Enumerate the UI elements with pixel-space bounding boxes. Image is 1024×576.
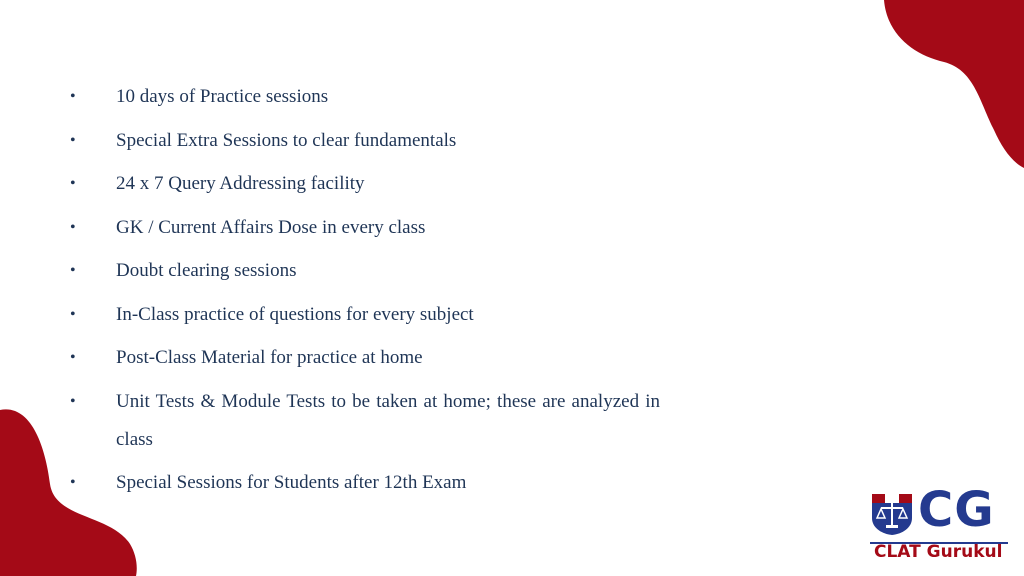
bullet-icon: • (70, 88, 76, 105)
bullet-icon: • (70, 305, 76, 323)
bullet-icon: • (70, 262, 76, 279)
clat-gurukul-logo (868, 482, 1010, 570)
list-item: • GK / Current Affairs Dose in every class (70, 209, 660, 247)
list-item: • 10 days of Practice sessions (70, 78, 660, 116)
list-item: • Special Sessions for Students after 12th Exam (70, 464, 660, 502)
bullet-icon: • (70, 349, 76, 366)
list-item: • Special Extra Sessions to clear fundamentals (70, 122, 660, 160)
bullet-icon: • (70, 474, 76, 491)
list-item: • Unit Tests & Module Tests to be taken at home; these are analyzed in class (70, 383, 660, 459)
decorative-corner-blob-top (884, 0, 1024, 170)
logo-subtitle: CLAT Gurukul (874, 542, 1003, 562)
list-item: • In-Class practice of questions for every subject (70, 296, 660, 334)
features-bullet-list (70, 78, 660, 508)
bullet-icon: • (70, 392, 76, 410)
list-item: • Post-Class Material for practice at home (70, 339, 660, 377)
bullet-icon: • (70, 131, 76, 149)
bullet-icon: • (70, 218, 76, 236)
list-item: • Doubt clearing sessions (70, 252, 660, 290)
bullet-icon: • (70, 175, 76, 192)
logo-cg-text: CG (918, 482, 995, 538)
list-item: • 24 x 7 Query Addressing facility (70, 165, 660, 203)
scales-of-justice-shield-icon (870, 492, 914, 536)
